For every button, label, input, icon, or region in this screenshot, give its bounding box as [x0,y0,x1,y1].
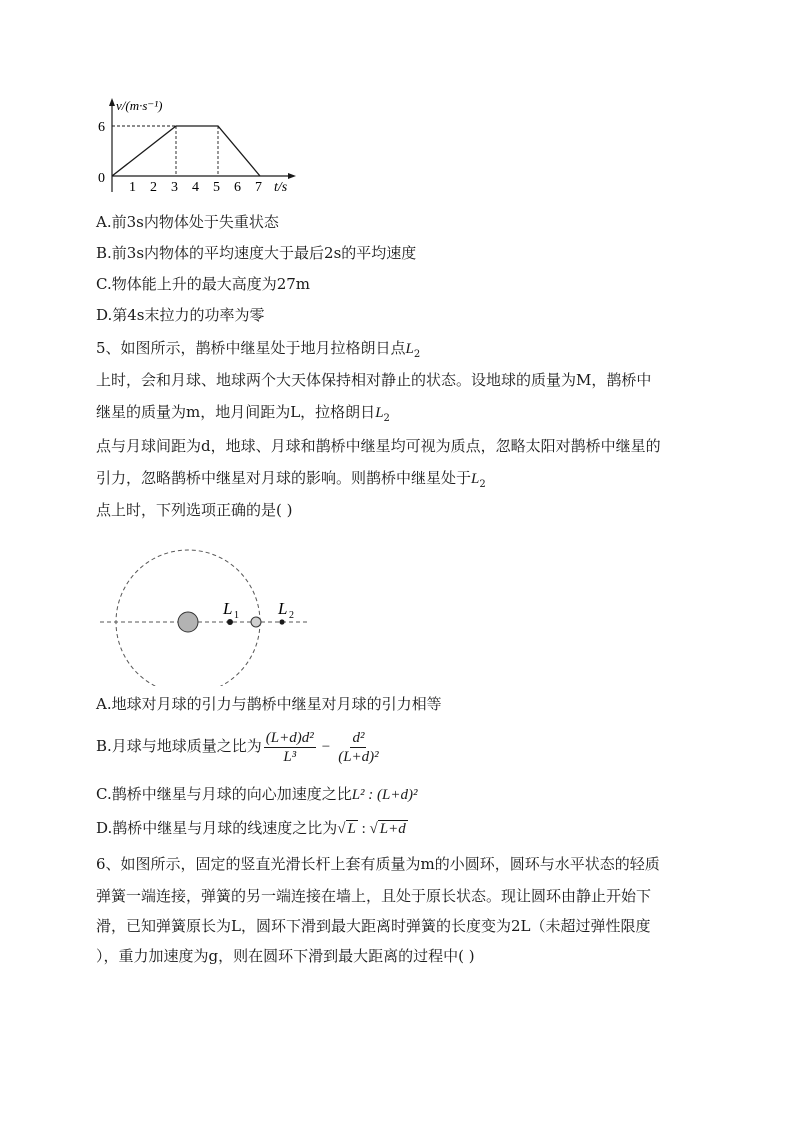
lagrange-orbit-figure [96,538,316,686]
q5-line-5: 引力，忽略鹊桥中继星对月球的影响。则鹊桥中继星处于$L_2$ [96,469,486,490]
x-tick-5: 5 [213,180,220,195]
label-l2-sub: 2 [289,610,294,621]
q6-line-2: 弹簧一端连接，弹簧的另一端连接在墙上，且处于原长状态。现让圆环由静止开始下 [96,887,652,905]
label-l2: L [278,599,288,618]
q5-option-a: A.地球对月球的引力与鹊桥中继星对月球的引力相等 [96,695,442,713]
q5-option-b: B.月球与地球质量之比为 $\frac{\text{(L+d)d²}}{\text{L³}}$ − $\frac{\text{d²}}{\text{(L+d)²}}$ [96,729,379,765]
q5-line-2: 上时，会和月球、地球两个大天体保持相对静止的状态。设地球的质量为M，鹊桥中 [96,371,652,389]
x-tick-6: 6 [234,180,241,195]
fraction-1: $\frac{\text{(L+d)d²}}{\text{L³}}$ [265,729,314,765]
origin-label: 0 [98,171,105,186]
q5-line-3: 继星的质量为m，地月间距为L，拉格朗日$L_2$ [96,403,390,424]
q6-line-3: 滑，已知弹簧原长为L，圆环下滑到最大距离时弹簧的长度变为2L（未超过弹性限度 [96,917,651,935]
y-tick-6: 6 [98,120,105,135]
q4-option-a: A.前3s内物体处于失重状态 [96,213,279,231]
q4-option-d: D.第4s末拉力的功率为零 [96,306,265,324]
fraction-2: $\frac{\text{d²}}{\text{(L+d)²}}$ [338,729,379,765]
x-tick-2: 2 [150,180,157,195]
label-l1-sub: 1 [234,610,239,621]
x-tick-7: 7 [255,180,262,195]
moon-icon [251,617,261,627]
y-axis-label: v/(m·s⁻¹) [116,98,163,113]
x-axis-label: t/s [274,180,288,195]
y-axis-arrow [109,98,115,106]
point-l1 [227,619,233,625]
label-l1: L [223,599,233,618]
q4-option-b: B.前3s内物体的平均速度大于最后2s的平均速度 [96,244,417,262]
x-axis-arrow [288,173,296,179]
q6-line-1: 6、如图所示，固定的竖直光滑长杆上套有质量为m的小圆环，圆环与水平状态的轻质 [96,855,660,873]
q5-line-4: 点与月球间距为d，地球、月球和鹊桥中继星均可视为质点，忽略太阳对鹊桥中继星的 [96,437,661,455]
x-tick-3: 3 [171,180,178,195]
q5-option-d: D.鹊桥中继星与月球的线速度之比为√ L : √ L+d [96,819,406,837]
q5-line-6: 点上时，下列选项正确的是( ) [96,501,293,519]
q5-option-c: C.鹊桥中继星与月球的向心加速度之比L² : (L+d)² [96,785,418,803]
velocity-time-graph [92,96,302,196]
velocity-line [112,126,260,176]
x-tick-4: 4 [192,180,199,195]
point-l2 [279,619,284,624]
q4-option-c: C.物体能上升的最大高度为27m [96,275,311,293]
x-tick-1: 1 [129,180,136,195]
q5-line-1: 5、如图所示，鹊桥中继星处于地月拉格朗日点$L_2$ [96,339,421,360]
earth-icon [178,612,198,632]
q6-line-4: ），重力加速度为g，则在圆环下滑到最大距离的过程中( ) [96,947,475,965]
